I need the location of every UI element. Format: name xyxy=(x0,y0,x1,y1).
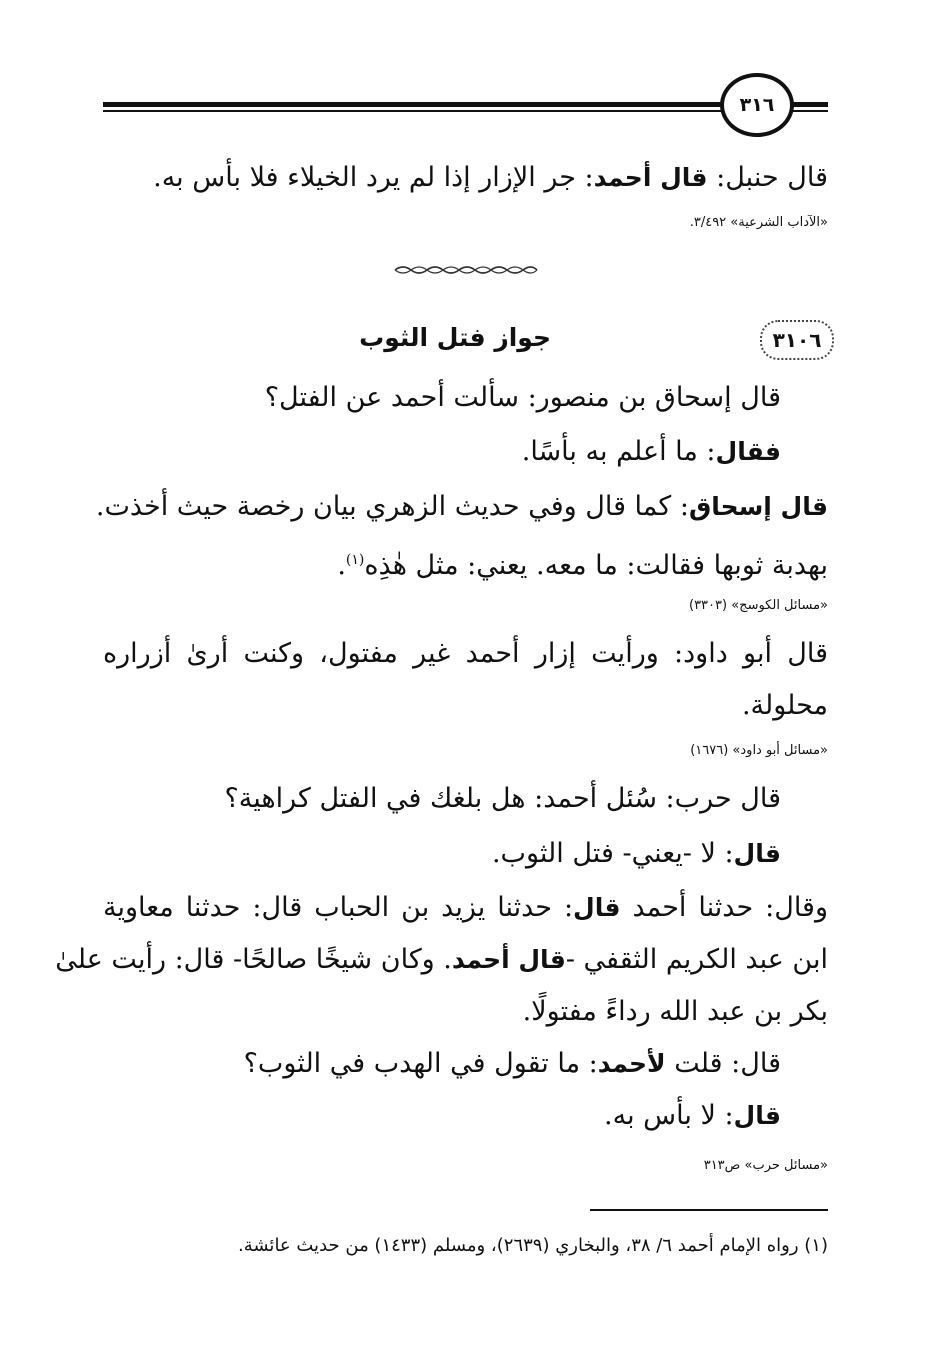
text-line: وقال: حدثنا أحمد قال: حدثنا يزيد بن الحباب قال: حدثنا معاوية xyxy=(103,892,828,923)
footnote-ref[interactable]: (١) xyxy=(345,552,365,568)
source-citation: «مسائل الكوسج» (٣٣٠٣) xyxy=(689,598,828,613)
text-line: قال أبو داود: ورأيت إزار أحمد غير مفتول، وكنت أرىٰ أزراره xyxy=(103,638,828,669)
footnote: (١) رواه الإمام أحمد ٦/ ٣٨، والبخاري (٢٦٣٩)، ومسلم (١٤٣٣) من حديث عائشة. xyxy=(238,1235,828,1256)
entry-title: جواز فتل الثوب xyxy=(359,323,551,352)
source-citation: «الآداب الشرعية» ٣/٤٩٢. xyxy=(689,215,828,230)
page-number-badge xyxy=(720,73,794,137)
text-line: قال إسحاق: كما قال وفي حديث الزهري بيان رخصة حيث أخذت. xyxy=(95,491,828,522)
header-rule xyxy=(103,102,728,114)
text-line: بهدبة ثوبها فقالت: ما معه. يعني: مثل هٰذِه$^{(١)}$. xyxy=(337,550,828,581)
text-line: قال: لا بأس به. xyxy=(604,1100,781,1131)
text-line: محلولة. xyxy=(741,690,828,721)
text-line: قال حنبل: قال أحمد: جر الإزار إذا لم يرد الخيلاء فلا بأس به. xyxy=(153,162,828,193)
text-line: بكر بن عبد الله رداءً مفتولًا. xyxy=(522,996,828,1027)
header-rule-end xyxy=(790,102,828,114)
text-line: قال: لا -يعني- فتل الثوب. xyxy=(491,838,781,869)
text-line: قال إسحاق بن منصور: سألت أحمد عن الفتل؟ xyxy=(264,382,781,413)
text-line: قال حرب: سُئل أحمد: هل بلغك في الفتل كراهية؟ xyxy=(224,783,781,814)
text-line: فقال: ما أعلم به بأسًا. xyxy=(521,436,781,467)
footnote-separator xyxy=(590,1209,828,1211)
text-line: قال: قلت لأحمد: ما تقول في الهدب في الثوب؟ xyxy=(243,1048,781,1079)
page-number: ٣١٦ xyxy=(739,94,775,116)
source-citation: «مسائل حرب» ص٣١٣ xyxy=(703,1158,828,1173)
text-line: ابن عبد الكريم الثقفي -قال أحمد. وكان شيخًا صالحًا- قال: رأيت علىٰ xyxy=(55,944,828,975)
entry-number: ٣١٠٦ xyxy=(772,328,822,352)
source-citation: «مسائل أبو داود» (١٦٧٦) xyxy=(690,743,828,758)
ornament-divider-icon xyxy=(393,264,539,276)
entry-number-badge xyxy=(760,320,834,360)
